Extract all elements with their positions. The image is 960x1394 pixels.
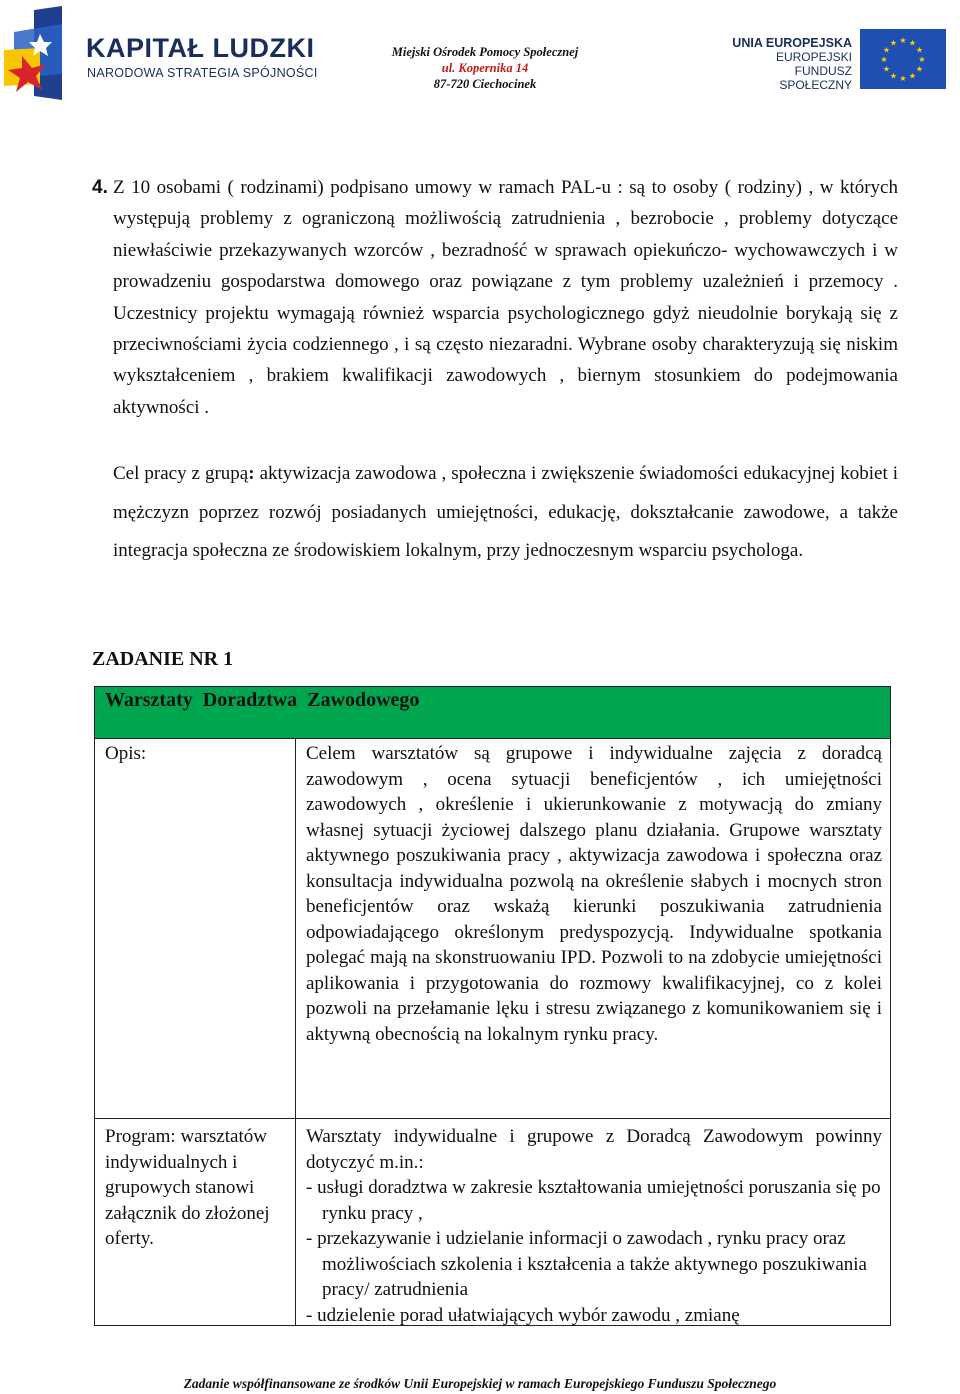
program-content bbox=[306, 1124, 882, 1328]
row-divider bbox=[95, 1118, 890, 1119]
eu-star-icon: ★ bbox=[908, 71, 917, 81]
eu-fund-label bbox=[728, 36, 852, 92]
eu-line-3: FUNDUSZ SPOŁECZNY bbox=[779, 64, 852, 92]
program-intro: Warsztaty indywidualne i grupowe z Doradcą Zawodowym powinny dotyczyć m.in.: bbox=[306, 1126, 882, 1173]
eu-star-icon: ★ bbox=[880, 55, 888, 64]
goal-colon: : bbox=[248, 463, 255, 484]
description-label: Opis: bbox=[105, 743, 147, 764]
column-divider bbox=[295, 739, 296, 1326]
eu-flag-icon bbox=[860, 29, 946, 89]
eu-star-icon: ★ bbox=[915, 64, 924, 74]
eu-star-icon: ★ bbox=[899, 74, 907, 83]
task-table bbox=[94, 686, 891, 1326]
task-title: ZADANIE NR 1 bbox=[92, 648, 234, 670]
eu-line-2: EUROPEJSKI bbox=[775, 50, 852, 64]
institution-name: Miejski Ośrodek Pomocy Społecznej bbox=[391, 45, 579, 59]
eu-star-icon: ★ bbox=[889, 38, 898, 48]
program-label: Program: warsztatów indywidualnych i grupowych stanowi załącznik do złożonej oferty. bbox=[105, 1126, 270, 1249]
eu-star-icon: ★ bbox=[882, 45, 891, 55]
institution-address bbox=[390, 44, 580, 92]
eu-star-icon: ★ bbox=[918, 55, 926, 64]
goal-label: Cel pracy z grupą bbox=[113, 463, 249, 484]
eu-line-1: UNIA EUROPEJSKA bbox=[732, 36, 852, 50]
goal-paragraph bbox=[113, 455, 898, 571]
eu-star-icon: ★ bbox=[882, 64, 891, 74]
program-list-item: - usługi doradztwa w zakresie kształtowania umiejętności poruszania się po rynku pracy , bbox=[306, 1177, 881, 1224]
table-header bbox=[95, 687, 890, 739]
table-header-title: Warsztaty Doradztwa Zawodowego bbox=[105, 689, 420, 711]
institution-city: 87-720 Ciechocinek bbox=[433, 77, 537, 91]
eu-star-icon: ★ bbox=[915, 45, 924, 55]
description-text: Celem warsztatów są grupowe i indywidualne zajęcia z doradcą zawodowym , ocena sytuacji beneficjentów , ich umiejętności zawodowych , określenie i ukierunkowanie z motywacją do zmiany własnej sytuacji życiowej dalszego planu działania. Grupowe warsztaty aktywnego poszukiwania pracy , aktywizacja zawodowa i społeczna oraz konsultacja indywidualna pozwolą na określenie słabych i mocnych stron beneficjentów oraz wskażą kierunki poszukiwania zatrudnienia odpowiadającego określonym predyspozycją. Indywidualne spotkania polegać mają na skonstruowaniu IPD. Pozwoli to na zdobycie umiejętności aplikowania i przygotowania do rozmowy kwalifikacyjnej, co z kolei pozwoli na przełamanie lęku i stresu związanego z komunikowaniem się i aktywną obecnością na lokalnym rynku pracy. bbox=[306, 743, 882, 1045]
program-list-item: - udzielenie porad ułatwiających wybór zawodu , zmianę bbox=[306, 1304, 740, 1326]
kapital-ludzki-title: KAPITAŁ LUDZKI bbox=[86, 33, 315, 63]
eu-star-icon: ★ bbox=[899, 36, 907, 45]
eu-star-icon: ★ bbox=[908, 38, 917, 48]
institution-street: ul. Kopernika 14 bbox=[441, 61, 529, 75]
footer-cofinancing-note: Zadanie współfinansowane ze środków Unii Europejskiej w ramach Europejskiego Funduszu Społecznego bbox=[183, 1376, 777, 1391]
section-number: 4. bbox=[92, 177, 108, 198]
goal-text: aktywizacja zawodowa , społeczna i zwiększenie świadomości edukacyjnej kobiet i mężczyzn poprzez rozwój posiadanych umiejętności, edukację, dokształcanie zawodowe, a także integracja społeczna ze środowiskiem lokalnym, przy jednoczesnym wsparciu psychologa. bbox=[113, 463, 898, 561]
kapital-ludzki-subtitle: NARODOWA STRATEGIA SPÓJNOŚCI bbox=[87, 66, 318, 80]
program-list-item: - przekazywanie i udzielanie informacji o zawodach , rynku pracy oraz możliwościach szkolenia i kształcenia a także aktywnego poszukiwania pracy/ zatrudnienia bbox=[306, 1228, 867, 1300]
eu-star-icon: ★ bbox=[889, 71, 898, 81]
section-4-paragraph: Z 10 osobami ( rodzinami) podpisano umowy w ramach PAL-u : są to osoby ( rodziny) , w których występują problemy z ograniczoną możliwością zatrudnienia , bezrobocie , problemy dotyczące niewłaściwie przekazywanych wzorców , bezradność w sprawach opiekuńczo- wychowawczych i w prowadzeniu gospodarstwa domowego oraz powiązane z tym problemy uzależnień i przemocy . Uczestnicy projektu wymagają również wsparcia psychologicznego gdyż nieudolnie borykają się z przeciwnościami życia codziennego , i są często niezaradni. Wybrane osoby charakteryzują się niskim wykształceniem , brakiem kwalifikacji zawodowych , biernym stosunkiem do podejmowania aktywności . bbox=[113, 177, 898, 418]
